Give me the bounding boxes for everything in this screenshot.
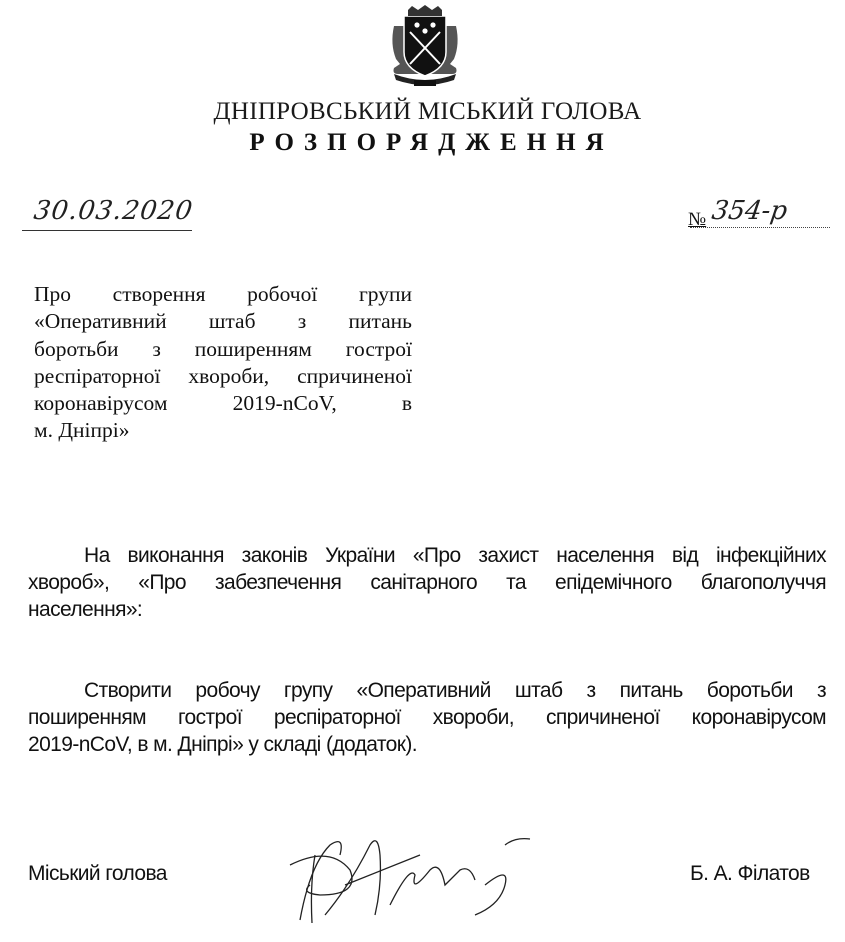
- subject-line: Про створення робочої групи: [34, 282, 412, 306]
- paragraph-line: хвороб», «Про забезпечення санітарного та епідемічного благополуччя: [28, 571, 826, 594]
- paragraph-line: Створити робочу групу «Оперативний штаб з питань боротьби з: [84, 679, 826, 702]
- handwritten-signature: [270, 825, 590, 935]
- preamble-paragraph: [28, 542, 826, 623]
- paragraph-line: населення»:: [28, 598, 143, 621]
- paragraph-line: 2019-nCoV, в м. Дніпрі» у складі (додаток).: [28, 733, 417, 756]
- document-date-field: [22, 196, 195, 236]
- signatory-position: Міський голова: [28, 862, 167, 885]
- paragraph-line: На виконання законів України «Про захист населення від інфекційних: [84, 544, 826, 567]
- document-type-title: РОЗПОРЯДЖЕННЯ: [249, 129, 614, 156]
- document-number: 354-р: [709, 196, 790, 226]
- subject-line: м. Дніпрі»: [34, 418, 130, 443]
- date-underline: [22, 230, 192, 231]
- document-date: 30.03.2020: [31, 196, 195, 226]
- subject-line: боротьби з поширенням гострої: [34, 336, 412, 361]
- coat-of-arms-emblem: [388, 4, 462, 90]
- signatory-name: Б. А. Філатов: [690, 862, 810, 885]
- paragraph-line: поширенням гострої респіраторної хвороби, спричиненої коронавірусом: [28, 706, 826, 729]
- number-sign: №: [688, 209, 707, 230]
- document-subject: [34, 281, 412, 445]
- subject-line: респіраторної хвороби, спричиненої: [34, 363, 412, 388]
- shield-icon: [388, 4, 462, 90]
- order-paragraph: [28, 677, 826, 758]
- subject-line: «Оперативний штаб з питань: [34, 309, 412, 334]
- issuing-authority: ДНІПРОВСЬКИЙ МІСЬКИЙ ГОЛОВА: [213, 98, 642, 125]
- subject-line: коронавірусом 2019-nCoV, в: [34, 391, 412, 416]
- signature-icon: [270, 825, 590, 935]
- number-underline: [690, 227, 830, 228]
